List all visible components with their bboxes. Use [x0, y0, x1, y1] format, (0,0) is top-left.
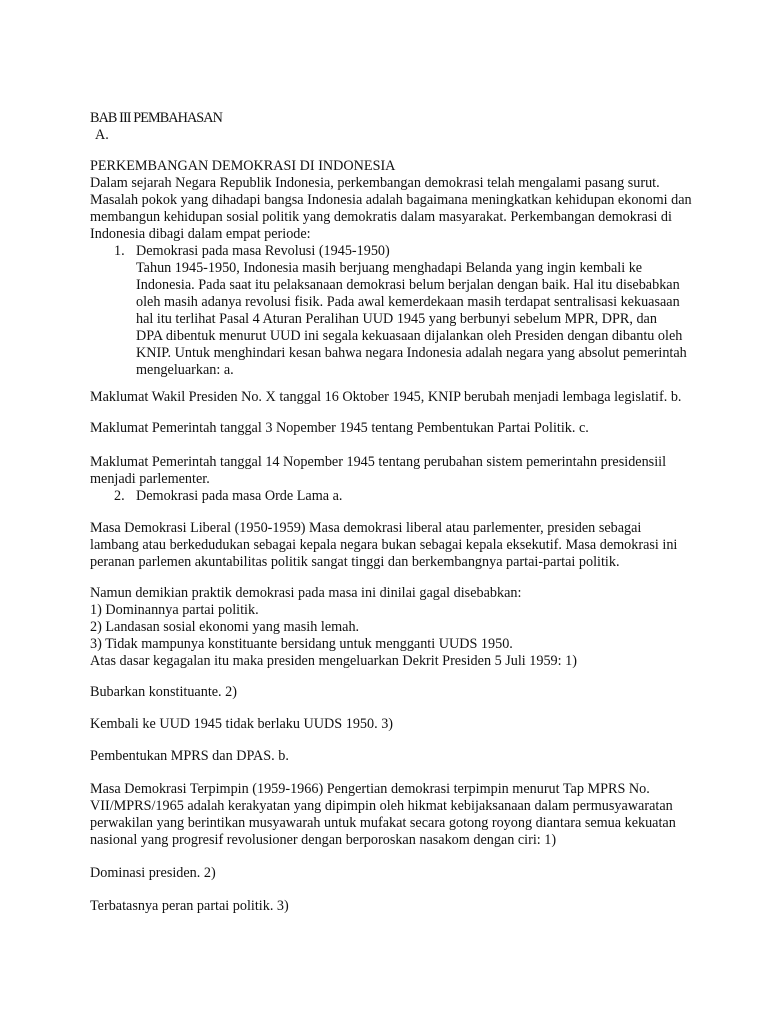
list-marker-2: 2. — [114, 488, 125, 504]
liberal-line-3: peranan parlemen akuntabilitas politik sangat tinggi dan berkembangnya partai-partai politik. — [90, 554, 620, 570]
item1-line-2: Indonesia. Pada saat itu pelaksanaan demokrasi belum berjalan dengan baik. Hal itu disebabkan — [136, 277, 680, 293]
intro-line-3: membangun kehidupan sosial politik yang demokratis dalam masyarakat. Perkembangan demokrasi di — [90, 209, 672, 225]
failure-line-3: 2) Landasan sosial ekonomi yang masih lemah. — [90, 619, 360, 635]
item1-line-3: oleh masih adanya revolusi fisik. Pada awal kemerdekaan masih terdapat sentralisasi kekuasaan — [136, 294, 680, 310]
terpimpin-line-2: VII/MPRS/1965 adalah kerakyatan yang dipimpin oleh hikmat kebijaksanaan dalam permusyawaratan — [90, 798, 673, 814]
intro-line-4: Indonesia dibagi dalam empat periode: — [90, 226, 311, 242]
list-item-1-label: Demokrasi pada masa Revolusi (1945-1950) — [136, 243, 390, 259]
terpimpin-line-1: Masa Demokrasi Terpimpin (1959-1966) Pengertian demokrasi terpimpin menurut Tap MPRS No. — [90, 781, 650, 797]
liberal-line-2: lambang atau berkedudukan sebagai kepala negara bukan sebagai kepala eksekutif. Masa demokrasi ini — [90, 537, 678, 553]
dekrit-point-1: Bubarkan konstituante. 2) — [90, 684, 237, 700]
failure-line-2: 1) Dominannya partai politik. — [90, 602, 259, 618]
chapter-heading: BAB III PEMBAHASAN — [90, 110, 222, 126]
terpimpin-line-4: nasional yang progresif revolusioner dengan berporoskan nasakom dengan ciri: 1) — [90, 832, 557, 848]
section-title: PERKEMBANGAN DEMOKRASI DI INDONESIA — [90, 158, 396, 174]
ciri-point-2: Terbatasnya peran partai politik. 3) — [90, 898, 289, 914]
list-marker-1: 1. — [114, 243, 125, 259]
item1-line-7: mengeluarkan: a. — [136, 362, 234, 378]
failure-line-1: Namun demikian praktik demokrasi pada masa ini dinilai gagal disebabkan: — [90, 585, 522, 601]
item1-line-5: DPA dibentuk menurut UUD ini segala kekuasaan dijalankan oleh Presiden dengan dibantu oleh — [136, 328, 683, 344]
maklumat-3-line-1: Maklumat Pemerintah tanggal 14 Nopember 1945 tentang perubahan sistem pemerintahn presidensiil — [90, 454, 667, 470]
maklumat-3-line-2: menjadi parlementer. — [90, 471, 210, 487]
failure-line-4: 3) Tidak mampunya konstituante bersidang untuk mengganti UUDS 1950. — [90, 636, 513, 652]
liberal-line-1: Masa Demokrasi Liberal (1950-1959) Masa demokrasi liberal atau parlementer, presiden sebagai — [90, 520, 642, 536]
dekrit-point-2: Kembali ke UUD 1945 tidak berlaku UUDS 1950. 3) — [90, 716, 394, 732]
item1-line-1: Tahun 1945-1950, Indonesia masih berjuang menghadapi Belanda yang ingin kembali ke — [136, 260, 643, 276]
terpimpin-line-3: perwakilan yang berintikan musyawarah untuk mufakat secara gotong royong diantara semua kekuatan — [90, 815, 676, 831]
item1-line-4: hal itu terlihat Pasal 4 Aturan Peralihan UUD 1945 yang berbunyi sebelum MPR, DPR, dan — [136, 311, 657, 327]
section-letter: A. — [95, 127, 109, 143]
ciri-point-1: Dominasi presiden. 2) — [90, 865, 216, 881]
intro-line-1: Dalam sejarah Negara Republik Indonesia, perkembangan demokrasi telah mengalami pasang surut. — [90, 175, 660, 191]
maklumat-1: Maklumat Wakil Presiden No. X tanggal 16 Oktober 1945, KNIP berubah menjadi lembaga legislatif. b. — [90, 389, 682, 405]
list-item-2-label: Demokrasi pada masa Orde Lama a. — [136, 488, 343, 504]
failure-line-5: Atas dasar kegagalan itu maka presiden mengeluarkan Dekrit Presiden 5 Juli 1959: 1) — [90, 653, 577, 669]
dekrit-point-3: Pembentukan MPRS dan DPAS. b. — [90, 748, 289, 764]
intro-line-2: Masalah pokok yang dihadapi bangsa Indonesia adalah bagaimana meningkatkan kehidupan ekonomi dan — [90, 192, 692, 208]
item1-line-6: KNIP. Untuk menghindari kesan bahwa negara Indonesia adalah negara yang absolut pemerintah — [136, 345, 687, 361]
maklumat-2: Maklumat Pemerintah tanggal 3 Nopember 1945 tentang Pembentukan Partai Politik. c. — [90, 420, 589, 436]
